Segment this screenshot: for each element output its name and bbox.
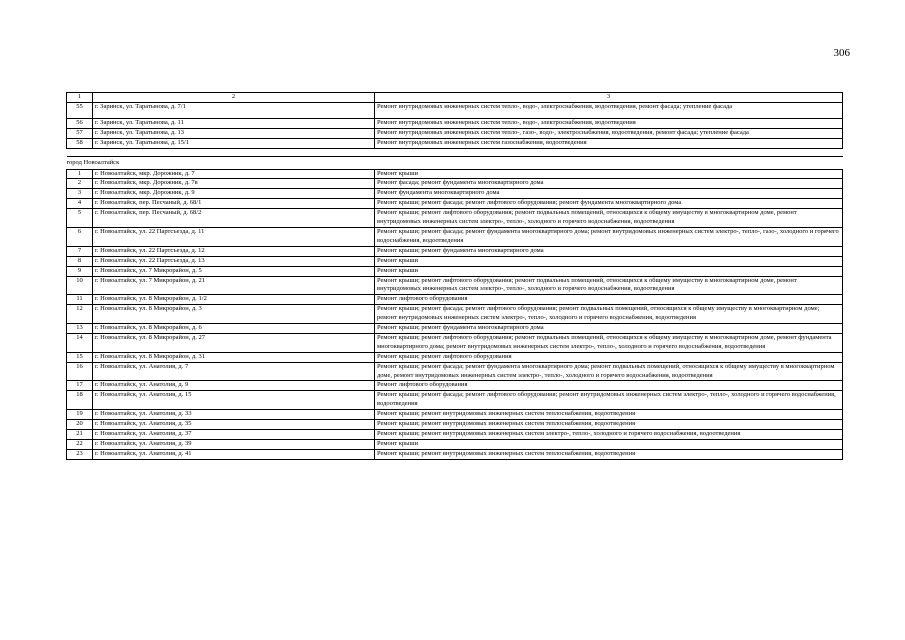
row-works: Ремонт крыши (375, 256, 843, 266)
row-address: г. Заринск, ул. Таратынова, д. 13 (93, 128, 375, 138)
row-works: Ремонт крыши; ремонт фасада; ремонт лифтового оборудования; ремонт фундамента многоквартирного дома (375, 199, 843, 209)
row-works: Ремонт крыши; ремонт фасада; ремонт лифтового оборудования; ремонт подвальных помещений, относящихся к общему имуществу в многоквартирном доме; ремонт внутридомовых инженерных систем электро-, тепло-, холодного и горячего водоснабжения, водоотведения (375, 305, 843, 324)
row-works: Ремонт крыши; ремонт лифтового оборудования; ремонт подвальных помещений, относящихся к общему имуществу в многоквартирном доме, ремонт внутридомовых инженерных систем электро-, тепло-, холодного и горячего водоснабжения, водоотведения (375, 276, 843, 295)
row-number: 16 (67, 362, 93, 381)
table-row (67, 179, 843, 189)
table-row (67, 381, 843, 391)
row-address: г. Новоалтайск, мкр. Дорожник, д. 7 (93, 169, 375, 179)
row-works: Ремонт крыши; ремонт лифтового оборудования (375, 352, 843, 362)
section-gap (67, 148, 843, 156)
table-row (67, 295, 843, 305)
row-address: г. Новоалтайск, мкр. Дорожник, д. 7в (93, 179, 375, 189)
row-works: Ремонт крыши; ремонт фасада; ремонт лифтового оборудования; ремонт внутридомовых инженерных систем электро-, тепло-, холодного и горячего водоснабжения, водоотведения (375, 391, 843, 410)
gap-cell (67, 148, 843, 156)
row-works: Ремонт крыши (375, 266, 843, 276)
table-row (67, 256, 843, 266)
row-works: Ремонт фасада; ремонт фундамента многоквартирного дома (375, 179, 843, 189)
row-number: 18 (67, 391, 93, 410)
row-address: г. Новоалтайск, ул. 8 Микрорайон, д. 3 (93, 305, 375, 324)
row-number: 21 (67, 430, 93, 440)
table-row (67, 266, 843, 276)
row-works: Ремонт крыши; ремонт фундамента многоквартирного дома (375, 246, 843, 256)
row-works: Ремонт крыши; ремонт лифтового оборудования; ремонт подвальных помещений, относящихся к общему имуществу в многоквартирном доме, ремонт фундамента многоквартирного дома; ремонт внутридомовых инженерных систем электро-, тепло-, холодного и горячего водоснабжения, водоотведения (375, 333, 843, 352)
row-address: г. Новоалтайск, ул. 8 Микрорайон, д. 31 (93, 352, 375, 362)
row-address: г. Новоалтайск, ул. 22 Партсъезда, д. 12 (93, 246, 375, 256)
row-works: Ремонт внутридомовых инженерных систем тепло-, водо-, электроснабжения, водоотведения (375, 118, 843, 128)
row-address: г. Новоалтайск, мкр. Дорожник, д. 9 (93, 189, 375, 199)
row-works: Ремонт крыши; ремонт лифтового оборудования; ремонт подвальных помещений, относящихся к общему имуществу в многоквартирном доме, ремонт внутридомовых инженерных систем электро-, тепло-, холодного и горячего водоснабжения, водоотведения (375, 209, 843, 228)
table-row (67, 189, 843, 199)
row-address: г. Новоалтайск, ул. Анатолия, д. 35 (93, 420, 375, 430)
column-header-3: 3 (375, 93, 843, 103)
row-number: 9 (67, 266, 93, 276)
row-number: 12 (67, 305, 93, 324)
row-number: 57 (67, 128, 93, 138)
row-number: 10 (67, 276, 93, 295)
row-number: 11 (67, 295, 93, 305)
table-row (67, 362, 843, 381)
row-address: г. Новоалтайск, ул. Анатолия, д. 41 (93, 449, 375, 459)
row-address: г. Заринск, ул. Таратынова, д. 7/1 (93, 102, 375, 118)
table-row (67, 449, 843, 459)
row-address: г. Новоалтайск, ул. 8 Микрорайон, д. 1/2 (93, 295, 375, 305)
row-works: Ремонт внутридомовых инженерных систем тепло-, водо-, электроснабжения, водоотведения, ремонт фасада; утепление фасада (375, 102, 843, 118)
table-row (67, 324, 843, 334)
row-address: г. Новоалтайск, пер. Песчаный, д. 68/2 (93, 209, 375, 228)
table-row (67, 420, 843, 430)
column-header-row (67, 93, 843, 103)
row-address: г. Новоалтайск, ул. 22 Партсъезда, д. 11 (93, 227, 375, 246)
city-heading: город Новоалтайск (66, 158, 120, 166)
row-number: 55 (67, 102, 93, 118)
city-heading-row (67, 156, 843, 169)
table-row (67, 305, 843, 324)
row-address: г. Новоалтайск, ул. Анатолия, д. 39 (93, 439, 375, 449)
row-number: 4 (67, 199, 93, 209)
table-row (67, 227, 843, 246)
column-header-2: 2 (93, 93, 375, 103)
row-number: 3 (67, 189, 93, 199)
row-works: Ремонт крыши; ремонт фасада; ремонт фундамента многоквартирного дома; ремонт внутридомовых инженерных систем электро-, тепло-, газо-, холодного и горячего водоснабжения, водоотведения (375, 227, 843, 246)
row-number: 8 (67, 256, 93, 266)
table-row (67, 352, 843, 362)
row-works: Ремонт лифтового оборудования (375, 381, 843, 391)
row-works: Ремонт крыши; ремонт внутридомовых инженерных систем теплоснабжения, водоотведения (375, 410, 843, 420)
repair-register-table (66, 92, 843, 460)
row-works: Ремонт фундамента многоквартирного дома (375, 189, 843, 199)
page-number: 306 (833, 47, 850, 59)
row-address: г. Новоалтайск, ул. Анатолия, д. 33 (93, 410, 375, 420)
row-number: 23 (67, 449, 93, 459)
row-address: г. Новоалтайск, ул. 8 Микрорайон, д. 27 (93, 333, 375, 352)
table-row (67, 209, 843, 228)
table-row (67, 102, 843, 118)
row-address: г. Новоалтайск, ул. Анатолия, д. 7 (93, 362, 375, 381)
row-number: 15 (67, 352, 93, 362)
row-address: г. Новоалтайск, ул. 22 Партсъезда, д. 13 (93, 256, 375, 266)
table-row (67, 138, 843, 148)
row-number: 14 (67, 333, 93, 352)
row-number: 19 (67, 410, 93, 420)
row-address: г. Новоалтайск, пер. Песчаный, д. 68/1 (93, 199, 375, 209)
row-works: Ремонт крыши; ремонт фасада; ремонт фундамента многоквартирного дома; ремонт подвальных помещений, относящихся к общему имуществу в многоквартирном доме, ремонт внутридомовых инженерных систем электро-, тепло-, холодного и горячего водоснабжения, водоотведения (375, 362, 843, 381)
row-works: Ремонт крыши; ремонт фундамента многоквартирного дома (375, 324, 843, 334)
table-row (67, 439, 843, 449)
table-row (67, 391, 843, 410)
row-number: 22 (67, 439, 93, 449)
row-works: Ремонт внутридомовых инженерных систем тепло-, газо-, водо-, электроснабжения, водоотведения, ремонт фасада; утепление фасада (375, 128, 843, 138)
row-address: г. Заринск, ул. Таратынова, д. 11 (93, 118, 375, 128)
row-number: 2 (67, 179, 93, 189)
row-address: г. Новоалтайск, ул. Анатолия, д. 15 (93, 391, 375, 410)
row-number: 7 (67, 246, 93, 256)
table-row (67, 118, 843, 128)
table-row (67, 199, 843, 209)
row-works: Ремонт лифтового оборудования (375, 295, 843, 305)
row-number: 1 (67, 169, 93, 179)
row-number: 58 (67, 138, 93, 148)
row-address: г. Новоалтайск, ул. 8 Микрорайон, д. 6 (93, 324, 375, 334)
table-row (67, 276, 843, 295)
row-number: 6 (67, 227, 93, 246)
table-row (67, 410, 843, 420)
table-row (67, 430, 843, 440)
row-works: Ремонт внутридомовых инженерных систем газоснабжения, водоотведения (375, 138, 843, 148)
table-row (67, 246, 843, 256)
row-number: 5 (67, 209, 93, 228)
table-row (67, 333, 843, 352)
row-address: г. Новоалтайск, ул. 7 Микрорайон, д. 5 (93, 266, 375, 276)
table-row (67, 169, 843, 179)
row-works: Ремонт крыши; ремонт внутридомовых инженерных систем электро-, тепло-, холодного и горячего водоснабжения, водоотведения (375, 430, 843, 440)
row-address: г. Новоалтайск, ул. Анатолия, д. 37 (93, 430, 375, 440)
row-works: Ремонт крыши; ремонт внутридомовых инженерных систем теплоснабжения, водоотведения (375, 449, 843, 459)
row-address: г. Новоалтайск, ул. Анатолия, д. 9 (93, 381, 375, 391)
row-number: 20 (67, 420, 93, 430)
row-number: 17 (67, 381, 93, 391)
row-address: г. Новоалтайск, ул. 7 Микрорайон, д. 21 (93, 276, 375, 295)
row-number: 13 (67, 324, 93, 334)
column-header-1: 1 (67, 93, 93, 103)
row-number: 56 (67, 118, 93, 128)
row-works: Ремонт крыши (375, 169, 843, 179)
table-row (67, 128, 843, 138)
row-works: Ремонт крыши (375, 439, 843, 449)
row-address: г. Заринск, ул. Таратынова, д. 15/1 (93, 138, 375, 148)
row-works: Ремонт крыши; ремонт внутридомовых инженерных систем теплоснабжения, водоотведения (375, 420, 843, 430)
